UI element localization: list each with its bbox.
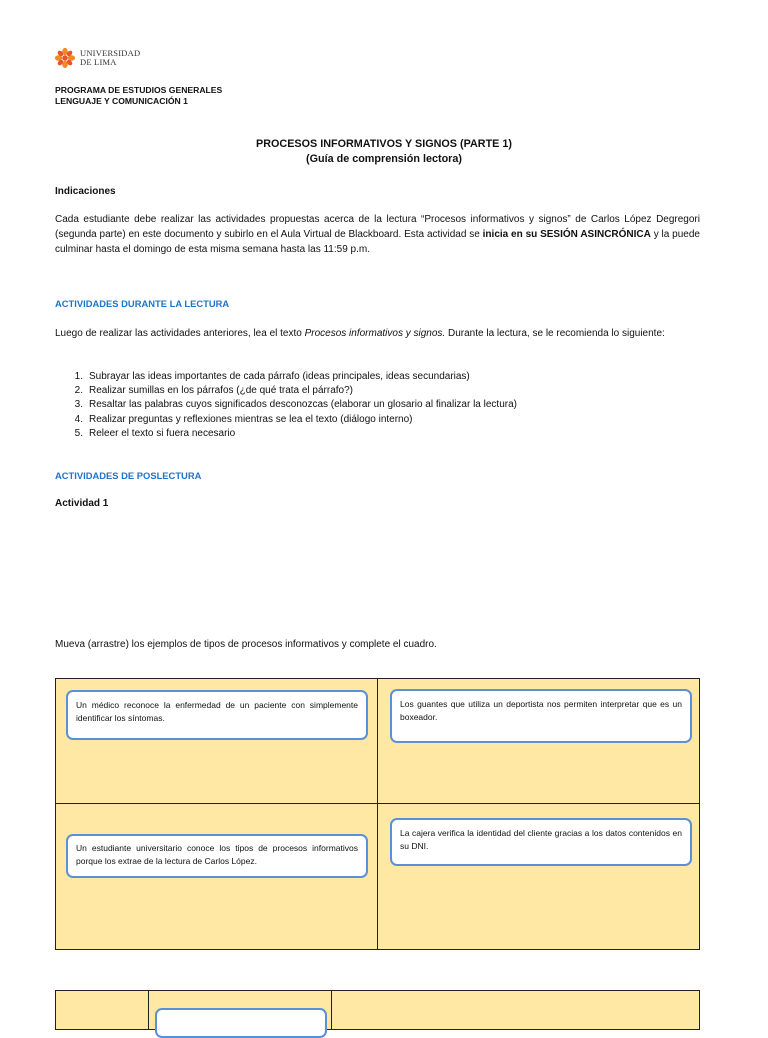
list-item [55, 398, 517, 412]
document-title [0, 137, 768, 167]
list-item-text: Resaltar las palabras cuyos significados desconozcas (elaborar un glosario al finalizar la lectura) [89, 399, 517, 411]
list-item-number: 4. [74, 413, 83, 425]
logo-line-2: DE LIMA [80, 57, 117, 67]
title-sub: (Guía de comprensión lectora) [306, 153, 462, 165]
logo-text [80, 49, 140, 67]
draggable-card-medico[interactable]: Un médico reconoce la enfermedad de un paciente con simplemente identificar los síntomas. [66, 690, 368, 740]
activity-heading: Actividad 1 [55, 498, 109, 509]
table-divider-vertical [148, 991, 149, 1029]
program-header [55, 85, 222, 107]
list-item-text: Realizar sumillas en los párrafos (¿de qué trata el párrafo?) [89, 385, 354, 397]
durante-intro-italic: Procesos informativos y signos. [304, 328, 446, 339]
indicaciones-text-a: Cada estudiante debe realizar las actividades propuestas acerca de la lectura “Procesos informativos y signos” de Carlos López Degregori (segunda parte) en este documento y subirlo en el Aula Virtual de Blackboard. Esta actividad se [55, 214, 700, 240]
draggable-card-cajera[interactable]: La cajera verifica la identidad del cliente gracias a los datos contenidos en su DNI. [390, 818, 692, 866]
activity-instruction: Mueva (arrastre) los ejemplos de tipos de procesos informativos y complete el cuadro. [55, 639, 437, 650]
durante-heading: ACTIVIDADES DURANTE LA LECTURA [55, 298, 230, 309]
title-main: PROCESOS INFORMATIVOS Y SIGNOS (PARTE 1) [256, 138, 512, 150]
classification-table [55, 678, 700, 950]
list-item-number: 3. [74, 399, 83, 411]
draggable-card-partial[interactable] [155, 1008, 327, 1038]
table-divider-vertical [377, 679, 378, 949]
course-name: LENGUAJE Y COMUNICACIÓN 1 [55, 96, 188, 106]
recommendations-list [55, 370, 517, 441]
program-name: PROGRAMA DE ESTUDIOS GENERALES [55, 85, 223, 95]
durante-intro-a: Luego de realizar las actividades anteriores, lea el texto [55, 328, 305, 339]
list-item-number: 1. [74, 371, 83, 382]
list-item-number: 2. [74, 385, 83, 397]
list-item-number: 5. [74, 427, 83, 439]
list-item-text: Realizar preguntas y reflexiones mientras se lea el texto (diálogo interno) [89, 413, 413, 425]
indicaciones-text-b: y la puede culminar hasta el domingo de esta misma semana hasta las 11:59 p.m. [55, 229, 700, 255]
logo-line-1: UNIVERSIDAD [80, 48, 141, 58]
durante-intro [55, 327, 700, 342]
poslectura-heading: ACTIVIDADES DE POSLECTURA [55, 470, 202, 481]
university-logo [54, 47, 140, 69]
list-item-text: Releer el texto si fuera necesario [89, 427, 236, 439]
second-table [55, 990, 700, 1030]
list-item [55, 413, 517, 427]
draggable-card-estudiante[interactable]: Un estudiante universitario conoce los tipos de procesos informativos porque los extrae de la lectura de Carlos López. [66, 834, 368, 878]
table-divider-vertical [331, 991, 332, 1029]
list-item-text: Subrayar las ideas importantes de cada párrafo (ideas principales, ideas secundarias) [89, 371, 470, 382]
draggable-card-guantes[interactable]: Los guantes que utiliza un deportista nos permiten interpretar que es un boxeador. [390, 689, 692, 743]
logo-flower-icon [54, 47, 76, 69]
list-item [55, 384, 517, 398]
table-divider-horizontal [56, 803, 699, 804]
durante-intro-b: Durante la lectura, se le recomienda lo siguiente: [445, 328, 665, 339]
list-item [55, 427, 517, 441]
indicaciones-heading: Indicaciones [55, 186, 116, 197]
indicaciones-paragraph [55, 212, 700, 257]
list-item [55, 370, 517, 384]
indicaciones-text-bold: inicia en su SESIÓN ASINCRÓNICA [482, 229, 651, 240]
